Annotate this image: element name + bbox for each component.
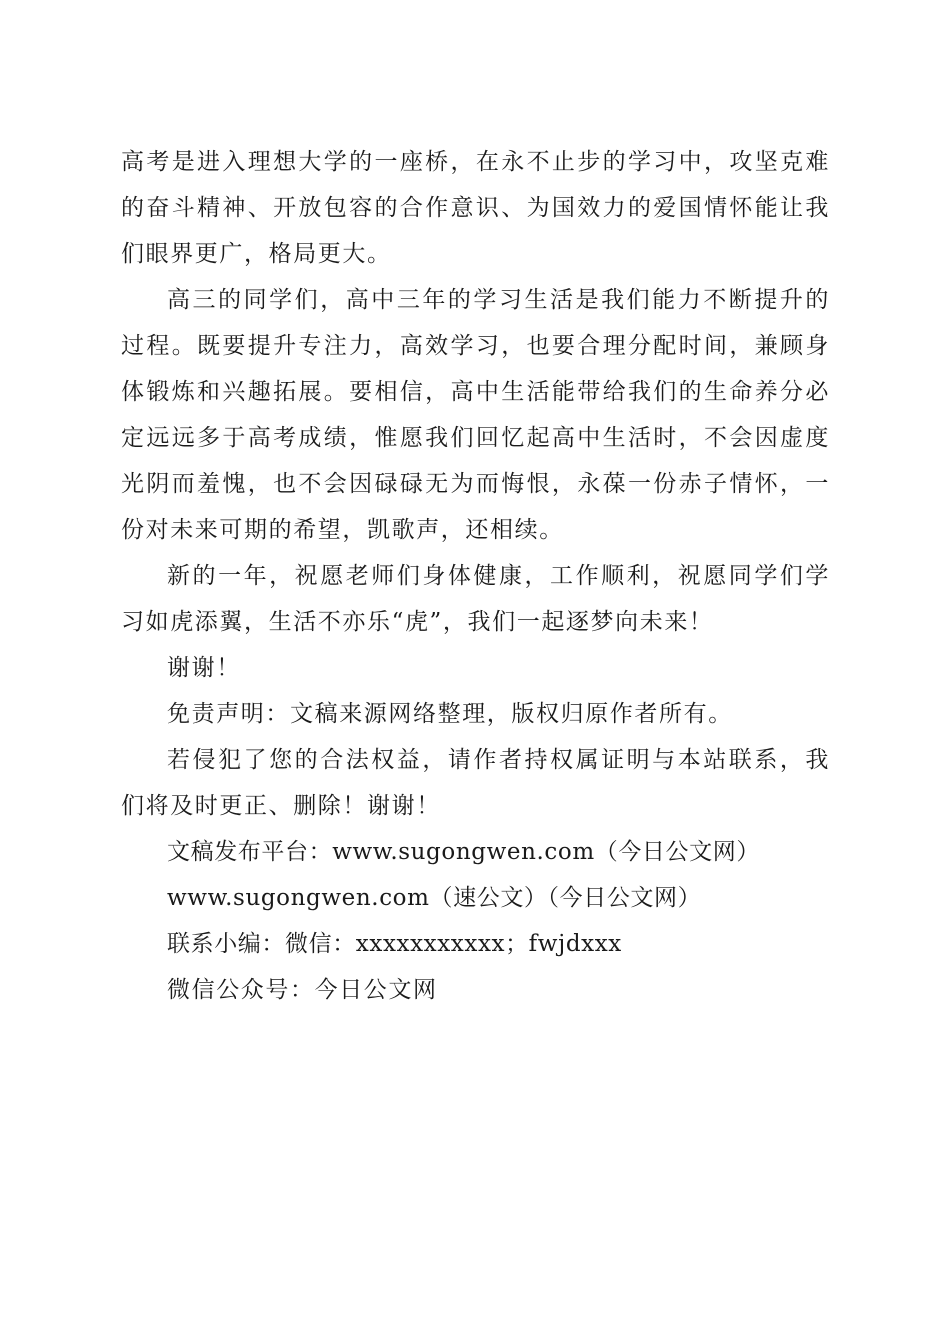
paragraph-site-url: www.sugongwen.com（速公文）（今日公文网） xyxy=(167,885,702,911)
document-body xyxy=(121,139,830,1013)
paragraph-publish-platform: 文稿发布平台：www.sugongwen.com（今日公文网） xyxy=(167,839,760,865)
paragraph-wechat-account: 微信公众号：今日公文网 xyxy=(167,977,438,1003)
paragraph-disclaimer: 免责声明：文稿来源网络整理，版权归原作者所有。 xyxy=(167,701,733,727)
paragraph-contact-editor: 联系小编：微信：xxxxxxxxxxx；fwjdxxx xyxy=(167,931,622,957)
paragraph-infringement-notice: 若侵犯了您的合法权益，请作者持权属证明与本站联系，我们将及时更正、删除！谢谢！ xyxy=(121,747,830,819)
paragraph-senior-students: 高三的同学们，高中三年的学习生活是我们能力不断提升的过程。既要提升专注力，高效学习，也要合理分配时间，兼顾身体锻炼和兴趣拓展。要相信，高中生活能带给我们的生命养分必定远远多于高考成绩，惟愿我们回忆起高中生活时，不会因虚度光阴而羞愧，也不会因碌碌无为而悔恨，永葆一份赤子情怀，一份对未来可期的希望，凯歌声，还相续。 xyxy=(121,287,830,543)
paragraph-thanks: 谢谢！ xyxy=(167,655,241,681)
paragraph-new-year-wishes: 新的一年，祝愿老师们身体健康，工作顺利，祝愿同学们学习如虎添翼，生活不亦乐“虎”，我们一起逐梦向未来！ xyxy=(121,563,830,635)
paragraph-gaokao-bridge: 高考是进入理想大学的一座桥，在永不止步的学习中，攻坚克难的奋斗精神、开放包容的合作意识、为国效力的爱国情怀能让我们眼界更广，格局更大。 xyxy=(121,149,830,267)
